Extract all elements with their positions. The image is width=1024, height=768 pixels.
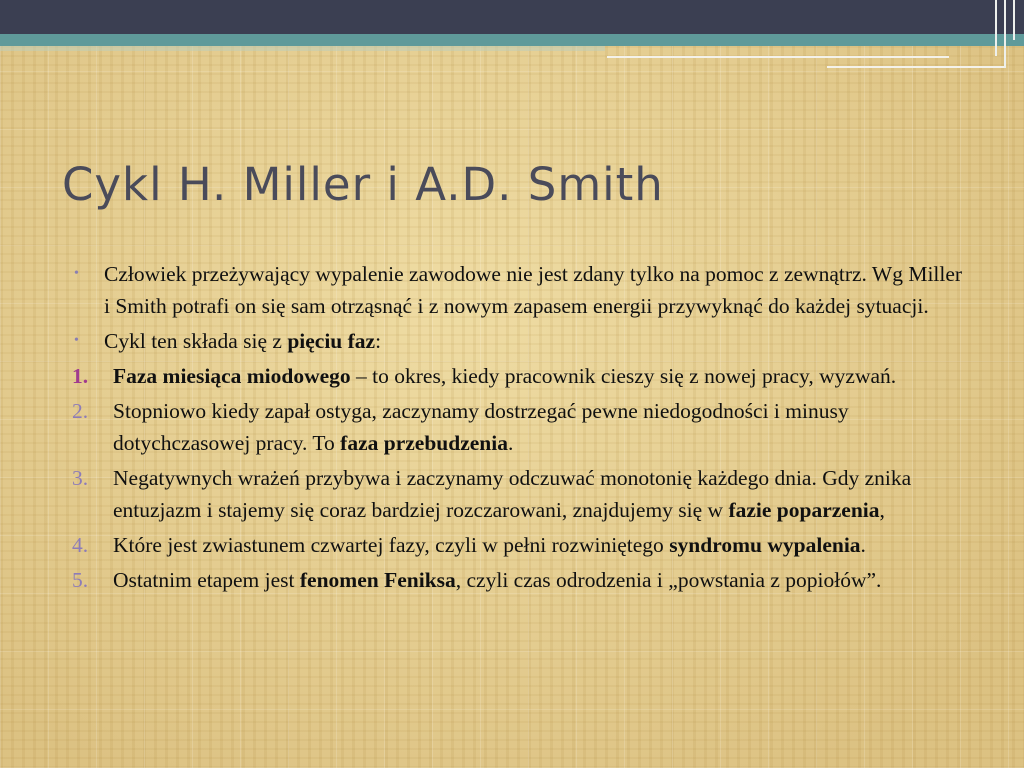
item-bold-text: faza przebudzenia (340, 431, 508, 455)
list-number: 3. (72, 466, 89, 490)
numbered-item (72, 360, 972, 392)
list-number: 5. (72, 568, 89, 592)
bullet-item (72, 258, 972, 322)
item-text-end: . (860, 533, 866, 557)
list-number: 1. (72, 364, 89, 388)
bullet-bold-text: pięciu faz (287, 329, 376, 353)
item-text-end: . (507, 431, 514, 455)
numbered-item (72, 395, 972, 459)
item-bold-text: fazie poparzenia (728, 498, 880, 522)
list-number: 2. (72, 399, 89, 423)
slide-content (72, 258, 972, 599)
accent-bar (0, 34, 1024, 46)
list-number: 4. (72, 533, 89, 557)
item-bold-text: syndromu wypalenia (669, 533, 861, 557)
item-text: Negatywnych wrażeń przybywa i zaczynamy odczuwać monotonię każdego dnia. Gdy znika entuzjazm i stajemy się coraz bardziej rozczarowani, znajdujemy się w (113, 466, 912, 522)
bullet-dot-icon: • (74, 333, 79, 348)
numbered-item (72, 529, 972, 561)
accent-bar-highlight (0, 46, 605, 51)
bullet-dot-icon: • (74, 266, 79, 281)
decor-vertical-line (1004, 0, 1006, 68)
item-text: – to okres, kiedy pracownik cieszy się z nowej pracy, wyzwań. (350, 364, 897, 388)
bullet-text: Cykl ten składa się z (104, 329, 288, 353)
decor-vertical-line (1013, 0, 1015, 40)
item-text-end: , (879, 498, 885, 522)
top-bar (0, 0, 1024, 34)
bullet-text: Człowiek przeżywający wypalenie zawodowe nie jest zdany tylko na pomoc z zewnątrz. Wg Miller i Smith potrafi on się sam otrząsnąć i z nowym zapasem energii przywyknąć do każdej sytuacji. (104, 262, 963, 318)
slide-title: Cykl H. Miller i A.D. Smith (62, 158, 664, 211)
numbered-item (72, 462, 972, 526)
decor-line (607, 56, 949, 58)
numbered-item (72, 564, 972, 596)
bullet-item (72, 325, 972, 357)
item-bold-text: fenomen Feniksa (299, 568, 456, 592)
decor-line (827, 66, 1005, 68)
item-text-end: , czyli czas odrodzenia i „powstania z popiołów”. (455, 568, 882, 592)
bullet-text: : (375, 329, 382, 353)
item-text: Które jest zwiastunem czwartej fazy, czyli w pełni rozwiniętego (113, 533, 670, 557)
decor-vertical-line (995, 0, 997, 56)
item-bold-text: Faza miesiąca miodowego (113, 364, 351, 388)
item-text: Ostatnim etapem jest (113, 568, 300, 592)
item-text: Stopniowo kiedy zapał ostyga, zaczynamy dostrzegać pewne niedogodności i minusy dotychczasowej pracy. To (113, 399, 849, 455)
